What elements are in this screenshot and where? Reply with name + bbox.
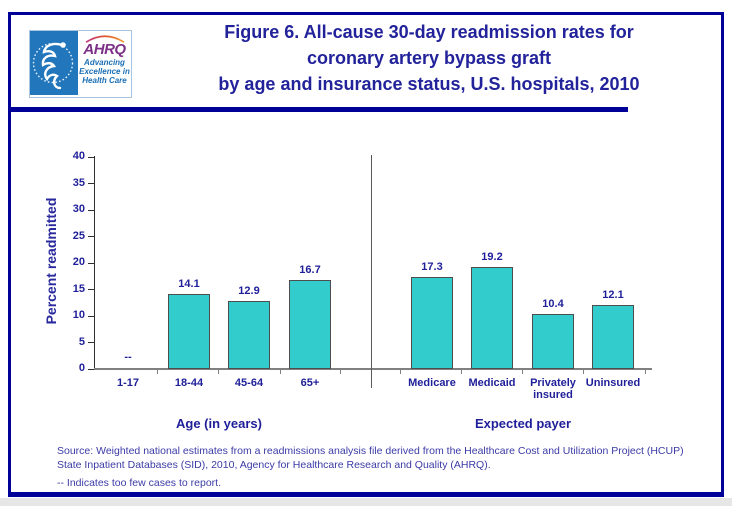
x-tick-mark	[218, 370, 219, 374]
category-label: 18-44	[174, 377, 204, 389]
y-tick-label: 20	[72, 256, 85, 268]
group-axis-label: Expected payer	[474, 416, 572, 431]
y-tick-label: 10	[72, 309, 85, 321]
bottom-margin-strip	[0, 498, 732, 506]
y-tick-mark	[88, 342, 94, 343]
footnote: -- Indicates too few cases to report.	[57, 477, 221, 489]
bar	[168, 294, 210, 369]
y-tick-label: 25	[72, 229, 85, 242]
x-tick-mark	[157, 370, 158, 374]
category-label: 65+	[300, 377, 320, 389]
source-line-1: Source: Weighted national estimates from a readmissions analysis file derived from the Healthcare Cost and Utilization Project (HCUP)	[57, 445, 684, 457]
figure-title-line-2: coronary artery bypass graft	[306, 48, 552, 68]
figure-title-line-3: by age and insurance status, U.S. hospitals, 2010	[218, 74, 640, 94]
y-tick-mark	[88, 369, 94, 370]
ahrq-acronym: AHRQ	[83, 41, 126, 58]
too-few-cases-marker: --	[124, 351, 132, 363]
category-label: 45-64	[234, 377, 264, 389]
x-tick-mark	[583, 370, 584, 374]
bar-value-label: 16.7	[299, 264, 321, 276]
figure-title-line-1: Figure 6. All-cause 30-day readmission rates for	[224, 22, 634, 42]
bar	[532, 314, 574, 369]
y-tick-label: 0	[78, 362, 85, 374]
y-tick-mark	[88, 236, 94, 237]
x-tick-mark	[522, 370, 523, 374]
bar-value-label: 14.1	[178, 278, 200, 290]
y-tick-mark	[88, 210, 94, 211]
x-tick-mark	[280, 370, 281, 374]
x-tick-mark	[645, 370, 646, 374]
category-label: Uninsured	[585, 377, 641, 389]
category-label: 1-17	[116, 377, 140, 389]
x-tick-mark	[461, 370, 462, 374]
tagline-line: Excellence in	[79, 67, 130, 76]
group-axis-label: Age (in years)	[176, 416, 262, 431]
y-tick-mark	[88, 183, 94, 184]
bar	[592, 305, 634, 369]
x-tick-mark	[400, 370, 401, 374]
bar	[471, 267, 513, 369]
x-tick-mark	[340, 370, 341, 374]
group-separator-line	[371, 155, 372, 388]
y-axis-line	[94, 156, 95, 370]
y-tick-label: 40	[72, 150, 85, 162]
y-tick-label: 30	[72, 203, 85, 215]
bar	[228, 301, 270, 369]
y-tick-mark	[88, 289, 94, 290]
tagline-line: Advancing	[84, 58, 125, 67]
bar-value-label: 12.1	[602, 289, 624, 301]
tagline-line: Health Care	[82, 76, 127, 85]
category-label: Medicaid	[468, 377, 516, 389]
category-label: Medicare	[408, 377, 456, 389]
y-tick-label: 35	[72, 176, 85, 189]
bar-value-label: 19.2	[481, 251, 503, 263]
y-tick-label: 5	[78, 335, 85, 348]
y-tick-label: 15	[72, 282, 85, 295]
source-note	[57, 444, 687, 472]
source-line-2: State Inpatient Databases (SID), 2010, Agency for Healthcare Research and Quality (AHRQ).	[57, 459, 491, 471]
bar	[411, 277, 453, 369]
bar-value-label: 12.9	[238, 285, 260, 297]
y-tick-mark	[88, 316, 94, 317]
bar-value-label: 10.4	[542, 298, 564, 310]
bar	[289, 280, 331, 369]
y-tick-mark	[88, 263, 94, 264]
y-tick-mark	[88, 157, 94, 158]
bar-value-label: 17.3	[421, 261, 443, 273]
y-axis-title: Percent readmitted	[43, 197, 59, 325]
category-label: Privately insured	[530, 377, 576, 401]
